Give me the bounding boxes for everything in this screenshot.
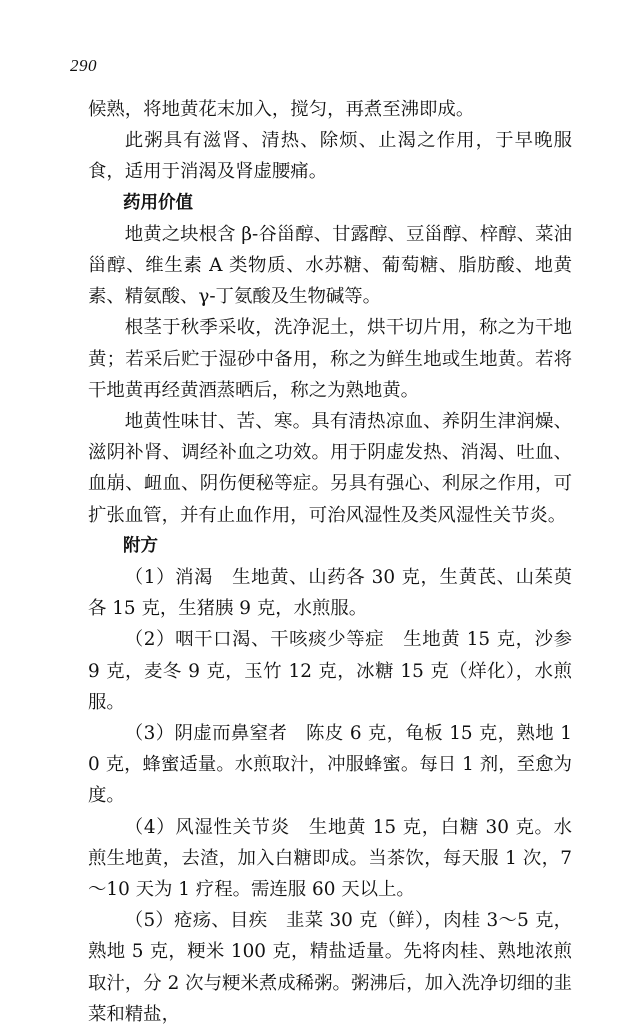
paragraph: 地黄性味甘、苦、寒。具有清热凉血、养阴生津润燥、滋阴补肾、调经补血之功效。用于阴虚发热、消渴、吐血、血崩、衄血、阴伤便秘等症。另具有强心、利尿之作用，可扩张血管，并有止血作用，可治风湿性及类风湿性关节炎。 xyxy=(88,411,572,526)
paragraph: （2）咽干口渴、干咳痰少等症 生地黄 15 克，沙参 9 克，麦冬 9 克，玉竹 12 克，冰糖 15 克（烊化），水煎服。 xyxy=(88,629,572,713)
paragraph: 根茎于秋季采收，洗净泥土，烘干切片用，称之为干地黄；若采后贮于湿砂中备用，称之为鲜生地或生地黄。若将干地黄再经黄酒蒸晒后，称之为熟地黄。 xyxy=(88,317,572,401)
body-text xyxy=(88,94,572,1030)
paragraph: （3）阴虚而鼻窒者 陈皮 6 克，龟板 15 克，熟地 10 克，蜂蜜适量。水煎取汁，冲服蜂蜜。每日 1 剂，至愈为度。 xyxy=(88,723,572,807)
paragraph: （1）消渴 生地黄、山药各 30 克，生黄芪、山茱萸各 15 克，生猪胰 9 克，水煎服。 xyxy=(88,567,572,620)
paragraph: 此粥具有滋肾、清热、除烦、止渴之作用，于早晚服食，适用于消渴及肾虚腰痛。 xyxy=(88,130,572,183)
paragraph: 候熟，将地黄花末加入，搅匀，再煮至沸即成。 xyxy=(88,99,475,120)
page-number: 290 xyxy=(70,56,97,75)
paragraph: （5）疮疡、目疾 韭菜 30 克（鲜），肉桂 3～5 克，熟地 5 克，粳米 100 克，精盐适量。先将肉桂、熟地浓煎取汁，分 2 次与粳米煮成稀粥。粥沸后，加入洗净切细的韭菜和精盐， xyxy=(88,910,572,1025)
section-heading: 附方 xyxy=(123,535,158,556)
section-heading: 药用价值 xyxy=(123,192,193,213)
paragraph: 地黄之块根含 β-谷甾醇、甘露醇、豆甾醇、梓醇、菜油甾醇、维生素 A 类物质、水苏糖、葡萄糖、脂肪酸、地黄素、精氨酸、γ-丁氨酸及生物碱等。 xyxy=(88,223,572,308)
paragraph: （4）风湿性关节炎 生地黄 15 克，白糖 30 克。水煎生地黄，去渣，加入白糖即成。当茶饮，每天服 1 次，7～10 天为 1 疗程。需连服 60 天以上。 xyxy=(88,816,572,901)
